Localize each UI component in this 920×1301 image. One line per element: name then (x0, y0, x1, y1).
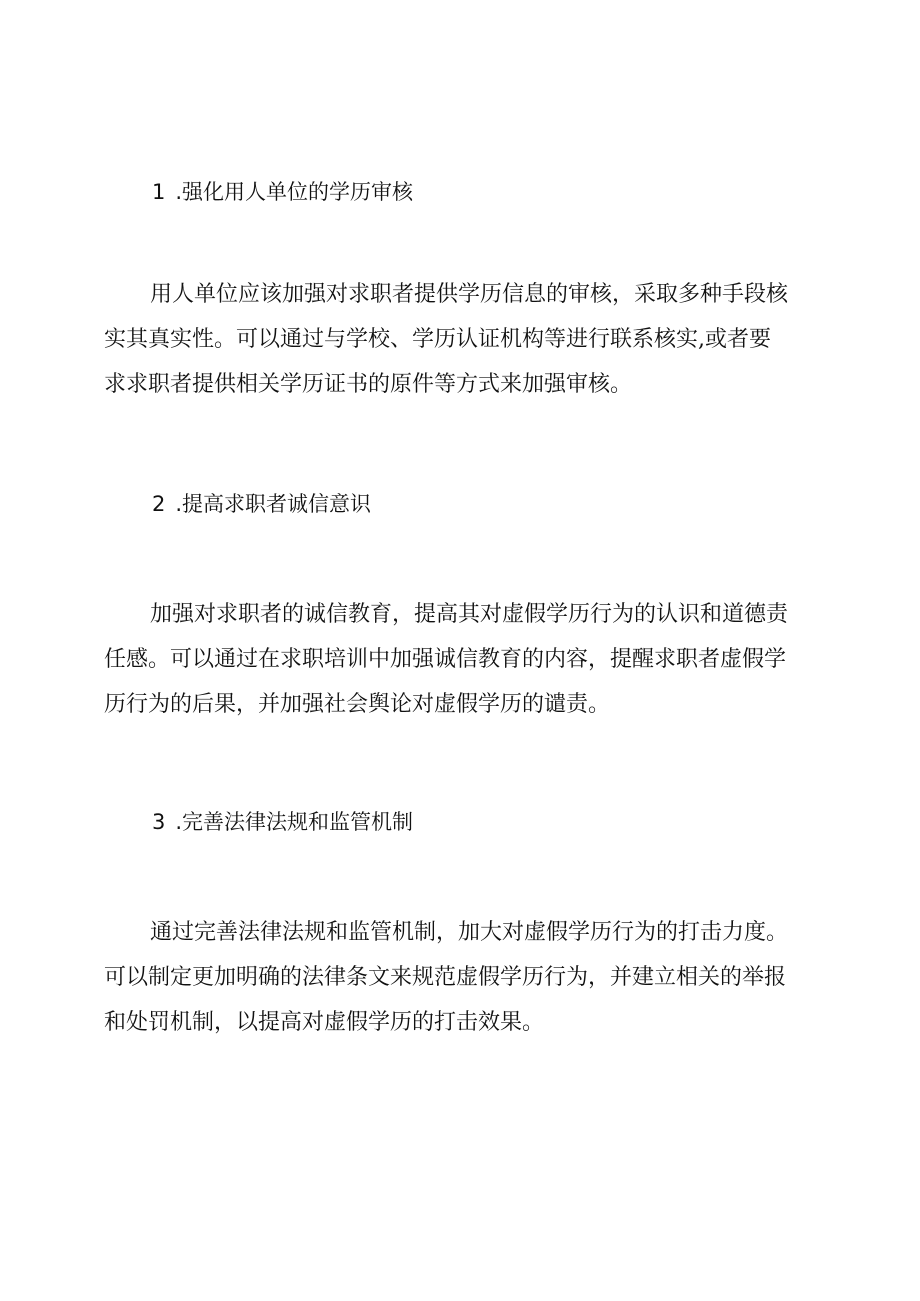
section-2-line-3: 历行为的后果，并加强社会舆论对虚假学历的谴责。 (104, 692, 611, 717)
section-1-heading (152, 178, 413, 206)
section-1-number: 1 (152, 180, 166, 204)
section-2-line-2: 任感。可以通过在求职培训中加强诚信教育的内容，提醒求职者虚假学 (104, 647, 787, 672)
section-2-title: .提高求职者诚信意识 (175, 492, 372, 516)
section-2-line-1: 加强对求职者的诚信教育，提高其对虚假学历行为的认识和道德责 (150, 602, 789, 627)
section-1-title: .强化用人单位的学历审核 (175, 180, 414, 204)
section-1-line-3: 求求职者提供相关学历证书的原件等方式来加强审核。 (104, 372, 633, 397)
section-1-line-1: 用人单位应该加强对求职者提供学历信息的审核，采取多种手段核 (150, 282, 789, 307)
section-3-heading (152, 808, 413, 836)
section-2-heading (152, 490, 371, 518)
section-2-paragraph (104, 592, 824, 727)
section-2-number: 2 (152, 492, 166, 516)
section-3-number: 3 (152, 810, 166, 834)
section-3-line-2: 可以制定更加明确的法律条文来规范虚假学历行为，并建立相关的举报 (104, 965, 787, 990)
section-1-line-2: 实其真实性。可以通过与学校、学历认证机构等进行联系核实,或者要 (104, 327, 771, 352)
section-3-title: .完善法律法规和监管机制 (175, 810, 414, 834)
section-3-line-1: 通过完善法律法规和监管机制，加大对虚假学历行为的打击力度。 (150, 920, 789, 945)
section-3-line-3: 和处罚机制，以提高对虚假学历的打击效果。 (104, 1010, 545, 1035)
section-3-paragraph (104, 910, 824, 1045)
section-1-paragraph (104, 272, 824, 407)
